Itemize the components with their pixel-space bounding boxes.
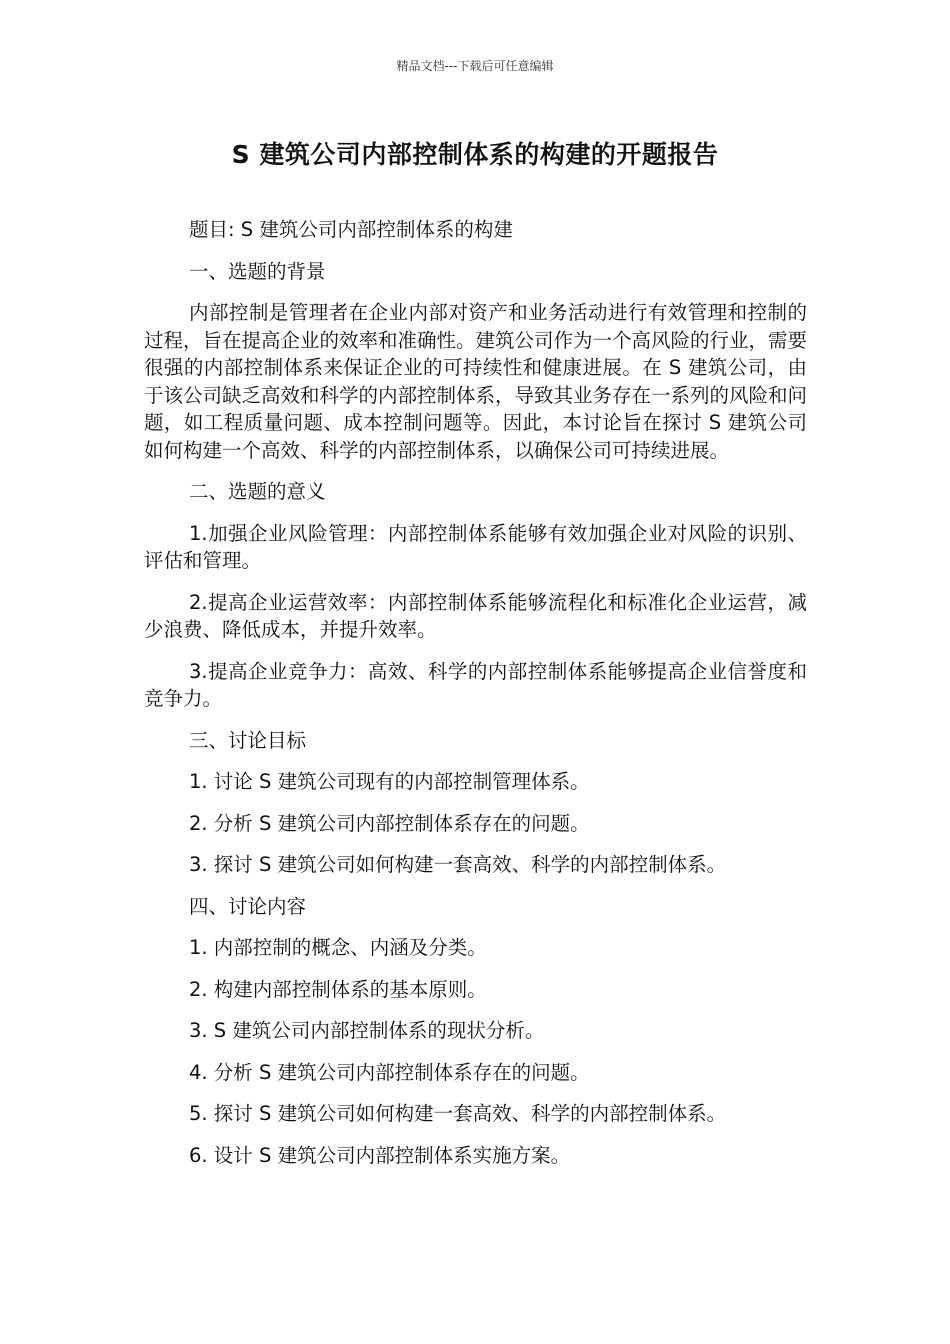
page-header: 精品文档---下载后可任意编辑: [396, 59, 554, 73]
content-item: 6. 设计 S 建筑公司内部控制体系实施方案。: [189, 1143, 571, 1167]
section-heading-background: 一、选题的背景: [189, 259, 326, 283]
goal-item: 2. 分析 S 建筑公司内部控制体系存在的问题。: [189, 811, 590, 835]
significance-item: 2.提高企业运营效率：内部控制体系能够流程化和标准化企业运营，减少浪费、降低成本，并提升效率。: [144, 590, 807, 641]
section-heading-significance: 二、选题的意义: [189, 480, 326, 503]
topic-line: 题目: S 建筑公司内部控制体系的构建: [189, 218, 513, 241]
content-item: 3. S 建筑公司内部控制体系的现状分析。: [189, 1019, 545, 1042]
significance-item: 3.提高企业竞争力：高效、科学的内部控制体系能够提高企业信誉度和竞争力。: [144, 659, 807, 710]
section-heading-goals: 三、讨论目标: [189, 728, 307, 752]
content-item: 4. 分析 S 建筑公司内部控制体系存在的问题。: [189, 1060, 590, 1084]
goal-item: 3. 探讨 S 建筑公司如何构建一套高效、科学的内部控制体系。: [189, 853, 727, 876]
background-paragraph: 内部控制是管理者在企业内部对资产和业务活动进行有效管理和控制的过程，旨在提高企业的效率和准确性。建筑公司作为一个高风险的行业，需要很强的内部控制体系来保证企业的可持续性和健康进展。在 S 建筑公司，由于该公司缺乏高效和科学的内部控制体系，导致其业务存在一系列的风险和问题，如工程质量问题、成本控制问题等。因此，本讨论旨在探讨 S 建筑公司如何构建一个高效、科学的内部控制体系，以确保公司可持续进展。: [144, 301, 808, 462]
significance-item: 1.加强企业风险管理：内部控制体系能够有效加强企业对风险的识别、评估和管理。: [144, 521, 807, 572]
document-title: S 建筑公司内部控制体系的构建的开题报告: [231, 140, 719, 169]
section-heading-content: 四、讨论内容: [189, 894, 307, 918]
content-item: 2. 构建内部控制体系的基本原则。: [189, 977, 487, 1001]
content-item: 5. 探讨 S 建筑公司如何构建一套高效、科学的内部控制体系。: [189, 1102, 727, 1125]
document-body: [144, 216, 807, 1183]
content-item: 1. 内部控制的概念、内涵及分类。: [189, 936, 487, 959]
goal-item: 1. 讨论 S 建筑公司现有的内部控制管理体系。: [189, 770, 590, 793]
